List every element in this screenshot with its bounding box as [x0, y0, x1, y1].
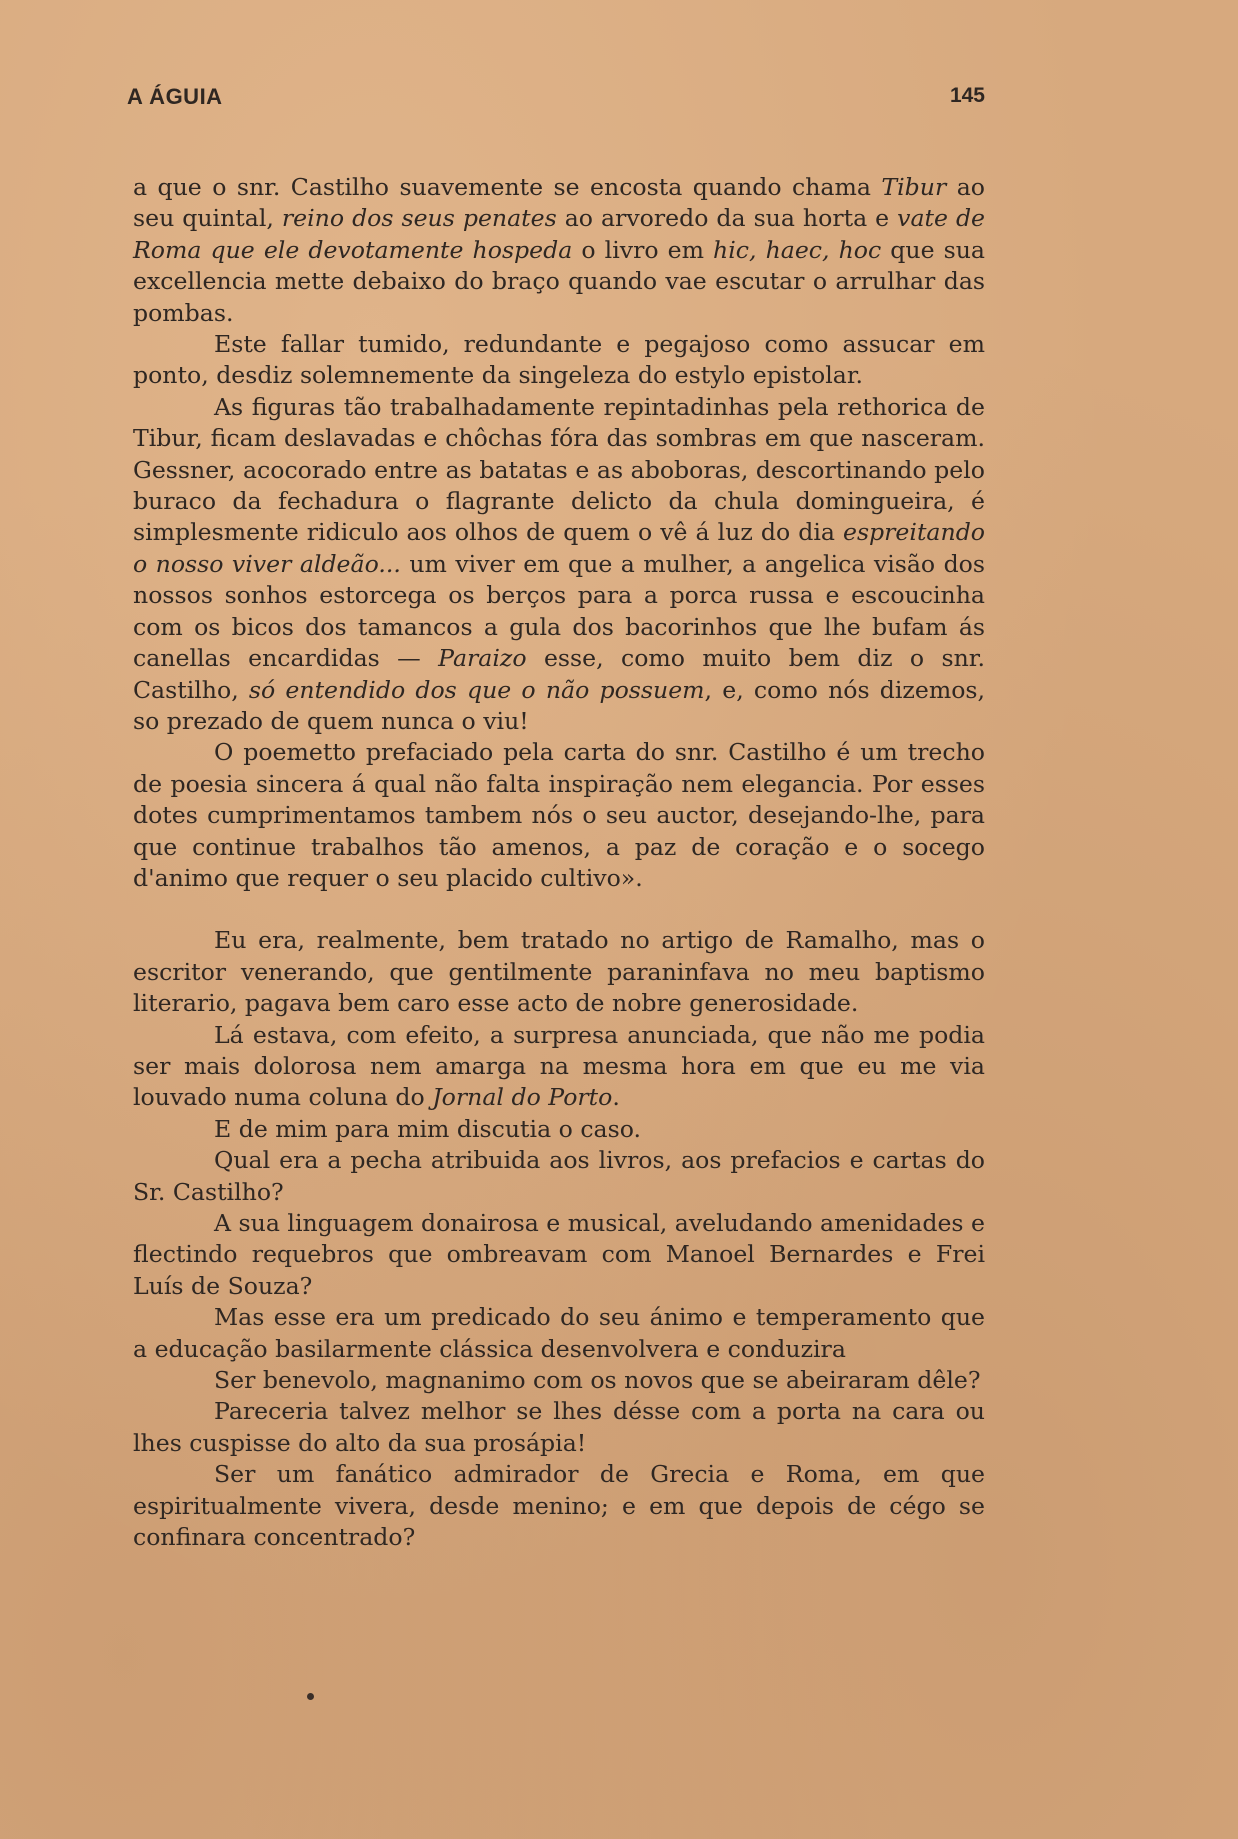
text-run: Qual era a pecha atribuida aos livros, aos prefacios e cartas do Sr. Castilho? [133, 1146, 985, 1206]
body-text [133, 172, 985, 1553]
paragraph [133, 1396, 985, 1459]
italic-phrase: reino dos seus penates [281, 204, 557, 233]
ink-spot [307, 1693, 314, 1700]
text-run: , e, como nós dizemos, so prezado de quem nunca o viu! [133, 675, 986, 735]
paragraph [133, 1208, 985, 1302]
journal-title: A ÁGUIA [127, 84, 223, 109]
paragraph [133, 737, 985, 894]
italic-phrase: só entendido dos que o não possuem [248, 675, 705, 704]
paragraph [133, 1459, 985, 1553]
paragraph [133, 1114, 985, 1145]
paragraph [133, 925, 985, 1019]
text-run: A sua linguagem donairosa e musical, aveludando amenidades e flectindo requebros que ombreavam com Manoel Bernardes e Frei Luís de Souza? [133, 1209, 986, 1300]
italic-phrase: vate de Roma que ele devotamente hospeda [133, 204, 986, 264]
text-run: ao seu quintal, [133, 173, 985, 233]
paragraph [133, 1365, 985, 1396]
paragraph [133, 392, 985, 737]
text-run: Lá estava, com efeito, a surpresa anunciada, que não me podia ser mais dolorosa nem amarga na mesma hora em que eu me via louvado numa coluna do [133, 1020, 985, 1112]
paragraph [133, 1020, 985, 1114]
italic-phrase: espreitando o nosso viver aldeão... [133, 518, 985, 578]
text-run: E de mim para mim discutia o caso. [214, 1114, 642, 1143]
text-run: . [612, 1083, 620, 1112]
text-run: Ser um fanático admirador de Grecia e Roma, em que espiritualmente vivera, desde menino; e em que depois de cégo se confinara concentrado? [133, 1460, 985, 1552]
italic-phrase: hic, haec, hoc [713, 235, 882, 264]
paragraph [133, 1302, 985, 1365]
italic-phrase: Jornal do Porto [432, 1083, 613, 1112]
text-run: Eu era, realmente, bem tratado no artigo de Ramalho, mas o escritor venerando, que gentilmente paraninfava no meu baptismo literario, pagava bem caro esse acto de nobre generosidade. [133, 926, 985, 1018]
text-run: ao arvoredo da sua horta e [556, 204, 898, 233]
text-run: Mas esse era um predicado do seu ánimo e temperamento que a educação basilarmente clássica desenvolvera e conduzira [133, 1303, 985, 1363]
text-run: O poemetto prefaciado pela carta do snr. Castilho é um trecho de poesia sincera á qual não falta inspiração nem elegancia. Por esses dotes cumprimentamos tambem nós o seu auctor, desejando-lhe, para que continue trabalhos tão amenos, a paz de coração e o socego d'animo que requer o seu placido cultivo». [133, 738, 985, 892]
text-run: a que o snr. Castilho suavemente se encosta quando chama [133, 173, 882, 201]
paragraph [133, 329, 985, 392]
text-run: que sua excellencia mette debaixo do braço quando vae escutar o arrulhar das pombas. [133, 235, 985, 327]
paragraph [133, 1145, 985, 1208]
italic-phrase: Paraizo [438, 644, 527, 673]
text-run: Ser benevolo, magnanimo com os novos que se abeiraram dêle? [214, 1366, 981, 1395]
running-header [127, 84, 985, 118]
text-run: um viver em que a mulher, a angelica visão dos nossos sonhos estorcega os berços para a porca russa e escoucinha com os bicos dos tamancos a gula dos bacorinhos que lhe bufam ás canellas encardidas — [133, 549, 985, 673]
text-run: o livro em [572, 235, 714, 264]
paragraph [133, 172, 985, 329]
text-run: esse, como muito bem diz o snr. Castilho, [133, 644, 985, 704]
italic-phrase: Tibur [881, 173, 947, 201]
page-number: 145 [949, 84, 985, 107]
text-run: Este fallar tumido, redundante e pegajoso como assucar em ponto, desdiz solemnemente da singeleza do estylo epistolar. [133, 330, 985, 390]
text-run: Pareceria talvez melhor se lhes désse com a porta na cara ou lhes cuspisse do alto da sua prosápia! [133, 1397, 985, 1457]
text-run: As figuras tão trabalhadamente repintadinhas pela rethorica de Tibur, ficam deslavadas e chôchas fóra das sombras em que nasceram. Gessner, acocorado entre as batatas e as aboboras, descortinando pelo buraco da fechadura o flagrante delicto da chula domingueira, é simplesmente ridiculo aos olhos de quem o vê á luz do dia [133, 392, 985, 547]
